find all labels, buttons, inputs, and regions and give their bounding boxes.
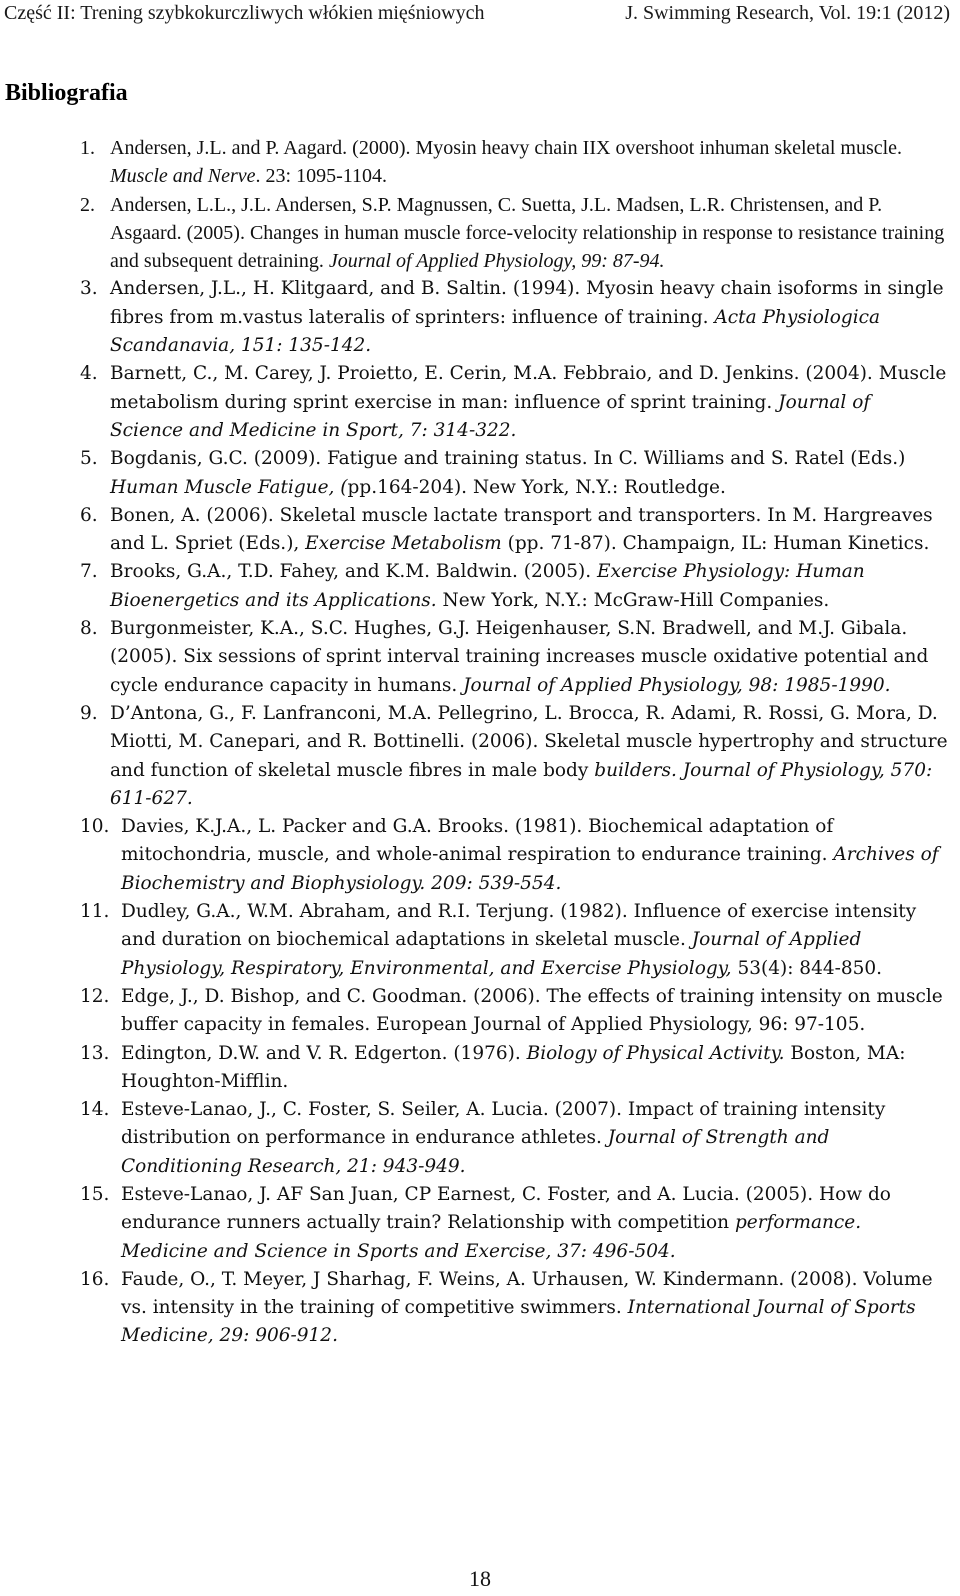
reference-item (0, 134, 960, 191)
reference-segment: D’Antona, G., F. Lanfranconi, M.A. Pellegrino, L. Brocca, R. Adami, R. Rossi, G. Mora, D. Miotti, M. Canepari, and R. Bottinelli. (2006). Skeletal muscle hypertrophy and structure and function of skeletal muscle fibres in male body (110, 702, 948, 781)
reference-segment: Andersen, J.L., H. Klitgaard, and B. Saltin. (1994). Myosin heavy chain isoforms in single fibres from m.vastus lateralis of sprinters: influence of training. (110, 278, 944, 328)
reference-segment: Brooks, G.A., T.D. Fahey, and K.M. Baldwin. (2005). (110, 561, 598, 583)
reference-segment: pp.164-204). New York, N.Y.: Routledge. (347, 476, 726, 498)
reference-text (121, 901, 916, 979)
reference-segment: Barnett, C., M. Carey, J. Proietto, E. Cerin, M.A. Febbraio, and D. Jenkins. (2004). Muscle metabolism during sprint exercise in man: influence of sprint training. (110, 363, 947, 413)
reference-number: 11. (80, 901, 110, 923)
reference-italic-segment: Biology of Physical Activity. (526, 1042, 785, 1064)
reference-italic-segment: Archives of Biochemistry and Biophysiology. 209: 539-554. (121, 844, 939, 894)
reference-text (121, 816, 939, 894)
reference-number: 2. (80, 193, 95, 216)
reference-item (0, 360, 960, 445)
reference-segment: Bogdanis, G.C. (2009). Fatigue and training status. In C. Williams and S. Ratel (Eds.) (110, 448, 906, 470)
reference-italic-segment: Exercise Physiology: Human Bioenergetics and its Applications. (110, 561, 865, 611)
reference-text (110, 618, 928, 696)
reference-item (0, 502, 960, 559)
reference-italic-segment: Journal of Science and Medicine in Sport, 7: 314-322. (110, 391, 871, 441)
reference-item (0, 445, 960, 502)
reference-number: 1. (80, 137, 95, 159)
reference-italic-segment: Journal of Applied Physiology, Respiratory, Environmental, and Exercise Physiology, (121, 929, 862, 979)
reference-number: 4. (80, 363, 98, 385)
reference-text (121, 986, 943, 1035)
reference-italic-segment: Journal of Strength and Conditioning Research, 21: 943-949. (121, 1127, 830, 1177)
reference-segment: Edge, J., D. Bishop, and C. Goodman. (2006). The effects of training intensity on muscle buffer capacity in females. European Journal of Applied Physiology, 96: 97-105. (121, 985, 943, 1036)
reference-item (0, 1040, 960, 1097)
reference-segment: Dudley, G.A., W.M. Abraham, and R.I. Terjung. (1982). Influence of exercise intensity and duration on biochemical adaptations in skeletal muscle. (121, 901, 917, 951)
reference-italic-segment: builders. Journal of Physiology, 570: 611-627. (110, 759, 933, 809)
reference-item (0, 191, 960, 276)
reference-item (0, 275, 960, 360)
section-title: Bibliografia (5, 80, 128, 106)
reference-segment: 53(4): 844-850. (731, 957, 883, 979)
reference-italic-segment: Muscle and Nerve (110, 165, 256, 188)
running-header (4, 2, 950, 28)
reference-number: 15. (80, 1183, 110, 1205)
reference-number: 10. (80, 816, 110, 838)
reference-item (0, 898, 960, 983)
reference-segment: Esteve-Lanao, J., C. Foster, S. Seiler, A. Lucia. (2007). Impact of training intensity distribution on performance in endurance athletes. (121, 1099, 886, 1149)
reference-number: 7. (80, 561, 98, 583)
reference-italic-segment: Journal of Applied Physiology, 99: 87-94. (328, 250, 665, 273)
reference-text (110, 448, 905, 497)
reference-italic-segment: Acta Physiologica Scandanavia, 151: 135-142. (110, 306, 881, 357)
reference-text (121, 1043, 905, 1092)
reference-segment: . 23: 1095-1104. (255, 165, 387, 188)
reference-number: 5. (80, 448, 98, 470)
reference-item (0, 615, 960, 700)
reference-segment: Edington, D.W. and V. R. Edgerton. (1976). (121, 1042, 527, 1064)
page-number: 18 (469, 1566, 491, 1591)
reference-segment: Burgonmeister, K.A., S.C. Hughes, G.J. Heigenhauser, S.N. Bradwell, and M.J. Gibala. (2005). Six sessions of sprint interval training increases muscle oxidative potential and cycle endurance capacity in humans. (110, 618, 929, 696)
reference-text (110, 505, 933, 554)
reference-number: 13. (80, 1042, 110, 1064)
reference-text (110, 137, 902, 187)
reference-item (0, 1266, 960, 1351)
reference-item (0, 558, 960, 615)
reference-text (121, 1184, 891, 1262)
header-chapter-title: Część II: Trening szybkokurczliwych włókien mięśniowych (4, 2, 485, 24)
reference-segment: Andersen, L.L., J.L. Andersen, S.P. Magnussen, C. Suetta, J.L. Madsen, L.R. Christensen, and P. Asgaard. (2005). Changes in human muscle force-velocity relationship in response to resistance training and subsequent detraining. (110, 193, 945, 273)
reference-segment: Andersen, J.L. and P. Aagard. (2000). Myosin heavy chain IIX overshoot inhuman skeletal muscle. (110, 137, 903, 159)
reference-text (110, 194, 944, 273)
reference-segment: Bonen, A. (2006). Skeletal muscle lactate transport and transporters. In M. Hargreaves and L. Spriet (Eds.), (110, 504, 933, 555)
reference-number: 14. (80, 1099, 110, 1121)
reference-italic-segment: Human Muscle Fatigue, ( (110, 476, 348, 498)
reference-number: 9. (80, 702, 98, 724)
reference-item (0, 1096, 960, 1181)
reference-text (110, 278, 944, 356)
reference-item (0, 813, 960, 898)
reference-segment: Boston, MA: Houghton-Mifflin. (121, 1042, 906, 1092)
reference-italic-segment: performance. Medicine and Science in Sports and Exercise, 37: 496-504. (121, 1212, 862, 1262)
reference-number: 16. (80, 1268, 110, 1290)
reference-number: 12. (80, 985, 110, 1007)
reference-segment: New York, N.Y.: McGraw-Hill Companies. (436, 589, 830, 611)
reference-segment: (pp. 71-87). Champaign, IL: Human Kinetics. (501, 533, 930, 555)
reference-italic-segment: Exercise Metabolism (305, 533, 502, 555)
reference-number: 3. (80, 278, 98, 300)
reference-text (121, 1269, 933, 1347)
reference-italic-segment: Journal of Applied Physiology, 98: 1985-1990. (463, 674, 891, 696)
reference-text (121, 1099, 885, 1177)
reference-text (110, 703, 948, 809)
reference-item (0, 1181, 960, 1266)
reference-segment: Esteve-Lanao, J. AF San Juan, CP Earnest, C. Foster, and A. Lucia. (2005). How do endurance runners actually train? Relationship with competition (121, 1183, 891, 1234)
reference-italic-segment: International Journal of Sports Medicine, 29: 906-912. (121, 1297, 916, 1347)
reference-list (0, 134, 960, 1351)
reference-segment: Davies, K.J.A., L. Packer and G.A. Brooks. (1981). Biochemical adaptation of mitochondria, muscle, and whole-animal respiration to endurance training. (121, 816, 834, 866)
reference-segment: Faude, O., T. Meyer, J Sharhag, F. Weins, A. Urhausen, W. Kindermann. (2008). Volume vs. intensity in the training of competitive swimmers. (121, 1268, 933, 1319)
reference-text (110, 561, 865, 610)
header-journal-citation: J. Swimming Research, Vol. 19:1 (2012) (625, 2, 950, 24)
reference-item (0, 983, 960, 1040)
reference-item (0, 700, 960, 813)
reference-number: 8. (80, 618, 98, 640)
reference-text (110, 363, 946, 441)
reference-number: 6. (80, 504, 98, 526)
